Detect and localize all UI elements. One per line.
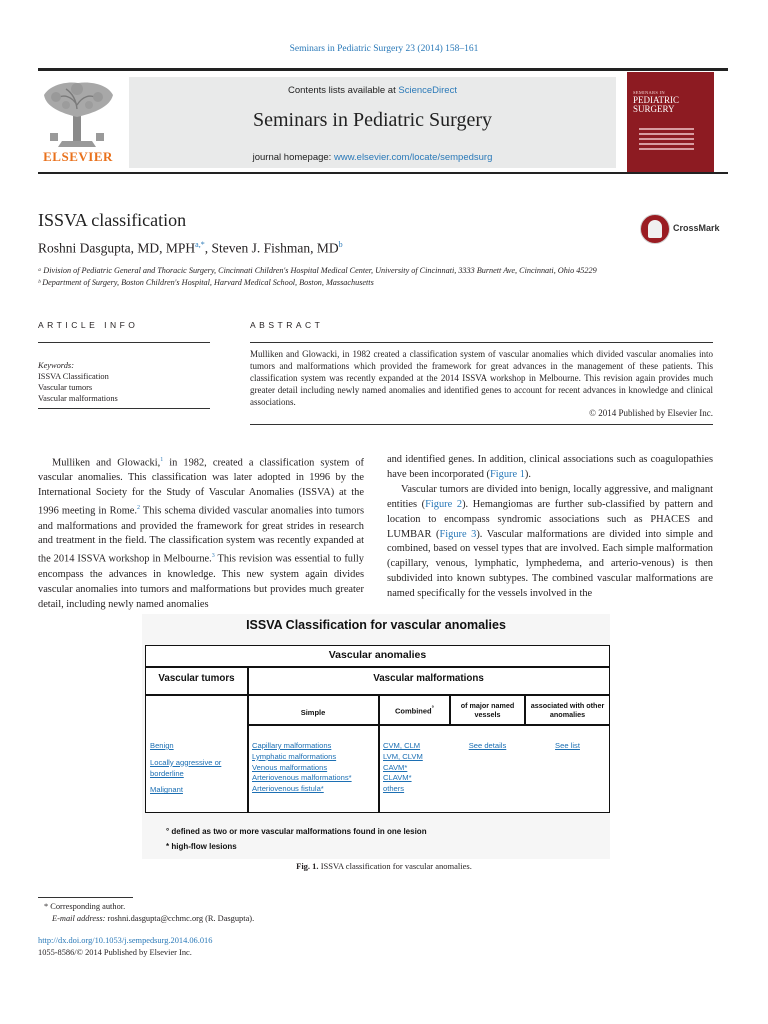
- article-info-rule-top: [38, 342, 210, 343]
- simple-list: [252, 741, 380, 795]
- major-vessels-cell: [451, 741, 524, 752]
- combined-link[interactable]: others: [383, 784, 405, 794]
- combined-link[interactable]: CVM, CLM: [383, 741, 421, 750]
- figure-caption: [0, 861, 768, 871]
- email-line: [52, 914, 254, 923]
- keyword-item: ISSVA Classification: [38, 372, 109, 381]
- combined-link[interactable]: LVM, CLVM: [383, 751, 423, 761]
- ref-link[interactable]: 1: [160, 457, 164, 463]
- simple-link[interactable]: Capillary malformations: [252, 741, 332, 750]
- crossmark-badge[interactable]: [640, 214, 735, 244]
- header-top-rule: [38, 68, 728, 71]
- figure-1: [142, 614, 610, 859]
- combined-link[interactable]: CLAVM*: [383, 773, 412, 783]
- keyword-item: Vascular tumors: [38, 383, 93, 392]
- figure-title: ISSVA Classification for vascular anomalies: [246, 618, 506, 632]
- author-2-affil-link[interactable]: b: [338, 240, 343, 249]
- table-rule: [146, 666, 609, 668]
- simple-link[interactable]: Arteriovenous fistula*: [252, 784, 324, 794]
- author-1-affil-link[interactable]: a,*: [195, 240, 205, 249]
- doi-link[interactable]: http://dx.doi.org/10.1053/j.sempedsurg.2014.06.016: [38, 936, 213, 945]
- footnote-rule: [38, 897, 133, 898]
- figure-footnote-high-flow: * high-flow lesions: [166, 842, 237, 851]
- header-vascular-tumors: Vascular tumors: [158, 673, 235, 684]
- simple-link[interactable]: Arteriovenous malformations*: [252, 773, 352, 783]
- issn-line: 1055-8586/© 2014 Published by Elsevier Inc.: [38, 948, 192, 957]
- cover-decoration: [639, 128, 694, 153]
- corresponding-author-note: * Corresponding author.: [44, 902, 126, 911]
- body-paragraph: Mulliken and Glowacki,$^1$ in 1982, created a classification system of vascular anomalies. This classification was later adopted in 1996 by the International Society for the Study of Vascular Anomalies (ISSVA) at the 1996 meeting in Rome.$^2$ This schema divided vascular anomalies into tumors and malformations and provided the framework for great strides in research and treatment in the field. The classification system was recently expanded at the 2014 ISSVA workshop in Melbourne.$^3$ This revision was essential to fully encompass the advances in knowledge. This new system again divides vascular anomalies into tumors and malformations but provides much greater detail, including newly named anomalies: [38, 457, 365, 610]
- subheader-combined: Combined°: [394, 706, 435, 716]
- author-2: Steven J. Fishman, MD: [211, 240, 339, 256]
- table-rule: [247, 666, 249, 812]
- tumor-link-locally-aggressive[interactable]: Locally aggressive or borderline: [150, 757, 222, 778]
- journal-reference[interactable]: Seminars in Pediatric Surgery 23 (2014) 158–161: [289, 44, 479, 54]
- author-1: Roshni Dasgupta, MD, MPH: [38, 240, 196, 256]
- see-list-link[interactable]: See list: [555, 741, 580, 750]
- abstract-copyright: © 2014 Published by Elsevier Inc.: [589, 408, 713, 418]
- crossmark-icon: [640, 214, 670, 244]
- cover-title: PEDIATRIC SURGERY: [633, 95, 680, 114]
- tumor-link-benign[interactable]: Benign: [150, 741, 174, 750]
- subheader-major-named-vessels: of major named vessels: [460, 701, 515, 719]
- email-label: E-mail address:: [52, 914, 106, 923]
- journal-title: Seminars in Pediatric Surgery: [252, 109, 493, 131]
- see-details-link[interactable]: See details: [468, 741, 507, 750]
- combined-list: [383, 741, 449, 795]
- classification-table: [145, 645, 610, 813]
- cover-small-text: SEMINARS IN: [633, 90, 665, 95]
- abstract-rule-top: [250, 342, 713, 343]
- crossmark-label: CrossMark: [673, 223, 720, 233]
- subheader-associated: associated with other anomalies: [530, 701, 605, 719]
- author-list: [38, 240, 343, 257]
- affiliation-a: ᵃ Division of Pediatric General and Thoracic Surgery, Cincinnati Children's Hospital Medical Center, University of Cincinnati, 3333 Burnett Ave, Cincinnati, Ohio 45229: [38, 266, 597, 275]
- keywords-block: [38, 360, 118, 404]
- affiliation-b: ᵇ Department of Surgery, Boston Children's Hospital, Harvard Medical School, Boston, Massachusetts: [38, 278, 374, 287]
- homepage-line: [129, 152, 616, 163]
- figure-3-link[interactable]: Figure 3: [439, 528, 477, 540]
- header-vascular-malformations: Vascular malformations: [373, 673, 484, 684]
- ref-link[interactable]: 3: [211, 553, 215, 560]
- abstract-text: Mulliken and Glowacki, in 1982 created a classification system of vascular anomalies which divided vascular anomalies into tumors and malformations which provided the framework for great advances in the management of these patients. This classification system was recently expanded at the 2014 ISSVA workshop in Melbourne. This revision again provides much greater detail including newly named anomalies and identified genes to account for recent advances in knowledge and clinical associations.: [250, 349, 713, 407]
- journal-cover-image: [627, 72, 714, 172]
- associated-cell: [526, 741, 609, 752]
- abstract-rule-bottom: [250, 424, 713, 425]
- publisher-name: ELSEVIER: [43, 149, 113, 164]
- keywords-label: Keywords:: [38, 361, 74, 370]
- article-info-heading: ARTICLE INFO: [38, 320, 139, 330]
- header-vascular-anomalies: Vascular anomalies: [328, 649, 427, 661]
- elsevier-logo: [36, 77, 120, 165]
- simple-link[interactable]: Lymphatic malformations: [252, 751, 337, 761]
- author-separator: ,: [204, 240, 212, 256]
- abstract-heading: ABSTRACT: [250, 320, 324, 330]
- figure-caption-text: ISSVA classification for vascular anomalies.: [318, 861, 472, 871]
- header-bottom-rule: [38, 172, 728, 174]
- contents-prefix: Contents lists available at: [288, 85, 399, 96]
- journal-masthead: [129, 77, 616, 168]
- ref-link[interactable]: 2: [137, 505, 141, 512]
- article-title: ISSVA classification: [38, 210, 187, 230]
- combined-link[interactable]: CAVM*: [383, 762, 408, 772]
- figure-1-link[interactable]: Figure 1: [490, 468, 525, 480]
- figure-caption-label: Fig. 1.: [296, 861, 319, 871]
- body-paragraph: and identified genes. In addition, clinical associations such as coagulopathies have been incorporated (Figure 1).: [387, 454, 713, 480]
- tumor-link-malignant[interactable]: Malignant: [150, 785, 183, 795]
- body-paragraph: Vascular tumors are divided into benign, locally aggressive, and malignant entities (Figure 2). Hemangiomas are further sub-classified by pattern and location to encompass syndromic associations such as PHACES and LUMBAR (Figure 3). Vascular malformations are divided into simple and combined, based on vessel types that are involved. Each simple malformation (capillary, venous, lymphatic, lymphedema, and arterio-venous) is then subdivided into known subtypes. The combined vascular malformations are named specifically for the vessels involved in the: [387, 483, 713, 600]
- homepage-prefix: journal homepage:: [252, 152, 334, 163]
- tumors-list: [150, 741, 246, 796]
- sciencedirect-link[interactable]: ScienceDirect: [398, 85, 457, 96]
- table-rule: [248, 724, 609, 726]
- figure-2-link[interactable]: Figure 2: [425, 498, 463, 510]
- body-column-left: [38, 453, 364, 612]
- keyword-item: Vascular malformations: [38, 394, 118, 403]
- figure-footnote-combined: ° defined as two or more vascular malformations found in one lesion: [166, 827, 427, 836]
- article-info-rule-bottom: [38, 408, 210, 409]
- body-column-right: [387, 453, 713, 602]
- homepage-link[interactable]: www.elsevier.com/locate/sempedsurg: [333, 152, 493, 163]
- email-value[interactable]: roshni.dasgupta@cchmc.org (R. Dasgupta).: [105, 914, 255, 923]
- subheader-simple: Simple: [300, 708, 326, 717]
- simple-link[interactable]: Venous malformations: [252, 762, 328, 772]
- contents-line: [129, 85, 616, 96]
